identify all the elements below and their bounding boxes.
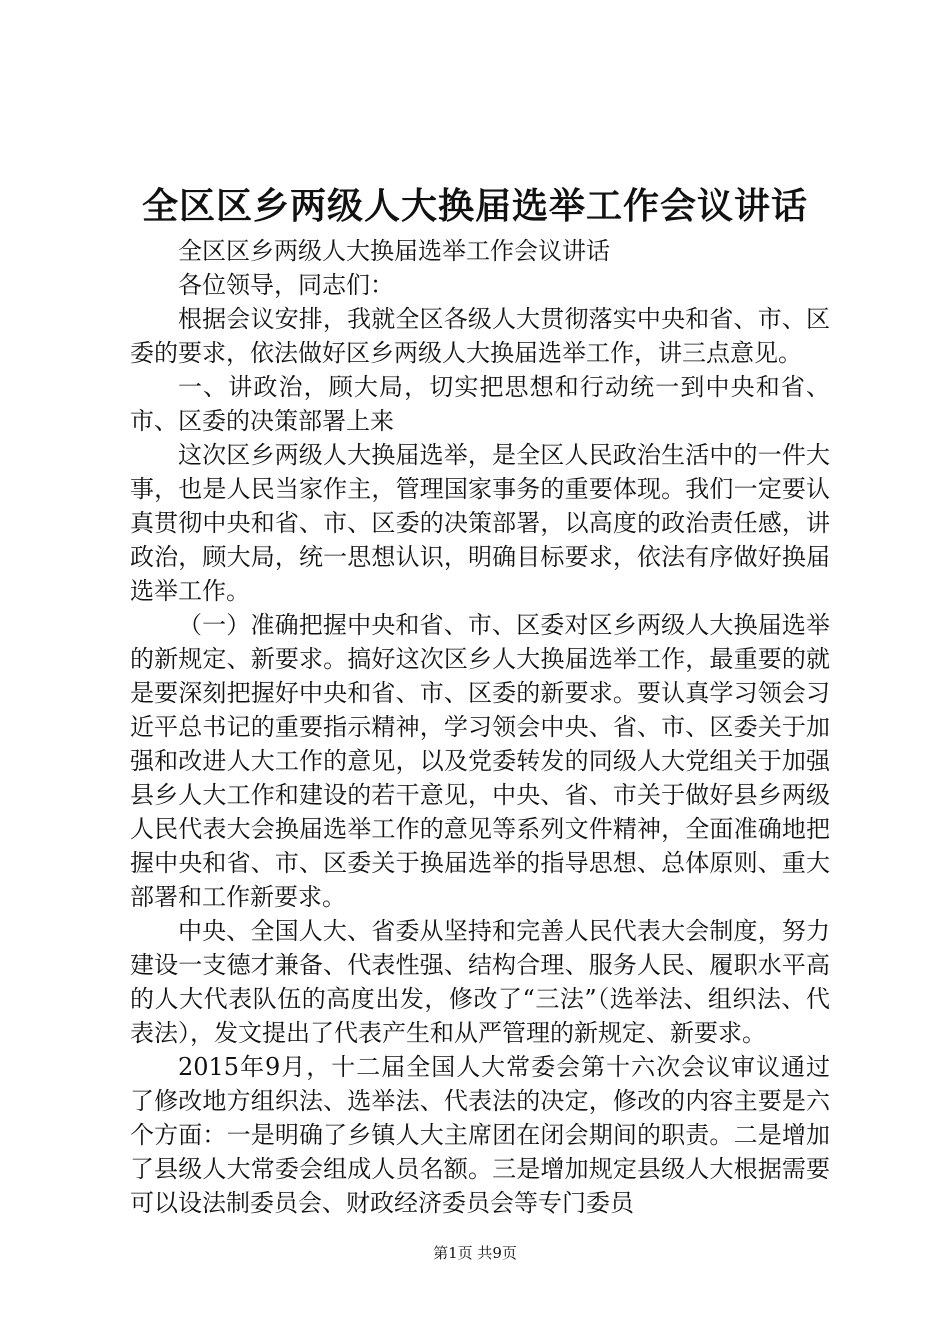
document-title: 全区区乡两级人大换届选举工作会议讲话 (141, 186, 808, 227)
paragraph-three-laws: 中央、全国人大、省委从坚持和完善人民代表大会制度，努力建设一支德才兼备、代表性强、结构合理、服务人民、履职水平高的人大代表队伍的高度出发，修改了“三法”（选举法、组织法、代表法），发文提出了代表产生和从严管理的新规定、新要求。 (130, 917, 830, 1047)
paragraph-subsection-1: （一）准确把握中央和省、市、区委对区乡两级人大换届选举的新规定、新要求。搞好这次区乡人大换届选举工作，最重要的就是要深刻把握好中央和省、市、区委的新要求。要认真学习领会习近平总书记的重要指示精神，学习领会中央、省、市、区委关于加强和改进人大工作的意见，以及党委转发的同级人大党组关于加强县乡人大工作和建设的若干意见，中央、省、市关于做好县乡两级人民代表大会换届选举工作的意见等系列文件精神，全面准确地把握中央和省、市、区委关于换届选举的指导思想、总体原则、重大部署和工作新要求。 (130, 611, 830, 911)
paragraph-subtitle: 全区区乡两级人大换届选举工作会议讲话 (178, 237, 610, 265)
paragraph-intro: 根据会议安排，我就全区各级人大贯彻落实中央和省、市、区委的要求，依法做好区乡两级人大换届选举工作，讲三点意见。 (130, 305, 830, 367)
document-body (130, 234, 830, 1220)
paragraph-salutation: 各位领导，同志们： (178, 271, 394, 299)
page-number-footer: 第1页 共9页 (433, 1244, 517, 1262)
paragraph-section-body-1: 这次区乡两级人大换届选举，是全区人民政治生活中的一件大事，也是人民当家作主，管理国家事务的重要体现。我们一定要认真贯彻中央和省、市、区委的决策部署，以高度的政治责任感，讲政治，顾大局，统一思想认识，明确目标要求，依法有序做好换届选举工作。 (130, 441, 830, 605)
paragraph-section-heading-1: 一、讲政治，顾大局，切实把思想和行动统一到中央和省、市、区委的决策部署上来 (130, 373, 830, 435)
paragraph-2015-revision: 2015年9月，十二届全国人大常委会第十六次会议审议通过了修改地方组织法、选举法、代表法的决定，修改的内容主要是六个方面：一是明确了乡镇人大主席团在闭会期间的职责。二是增加了县级人大常委会组成人员名额。三是增加规定县级人大根据需要可以设法制委员会、财政经济委员会等专门委员 (130, 1053, 830, 1217)
